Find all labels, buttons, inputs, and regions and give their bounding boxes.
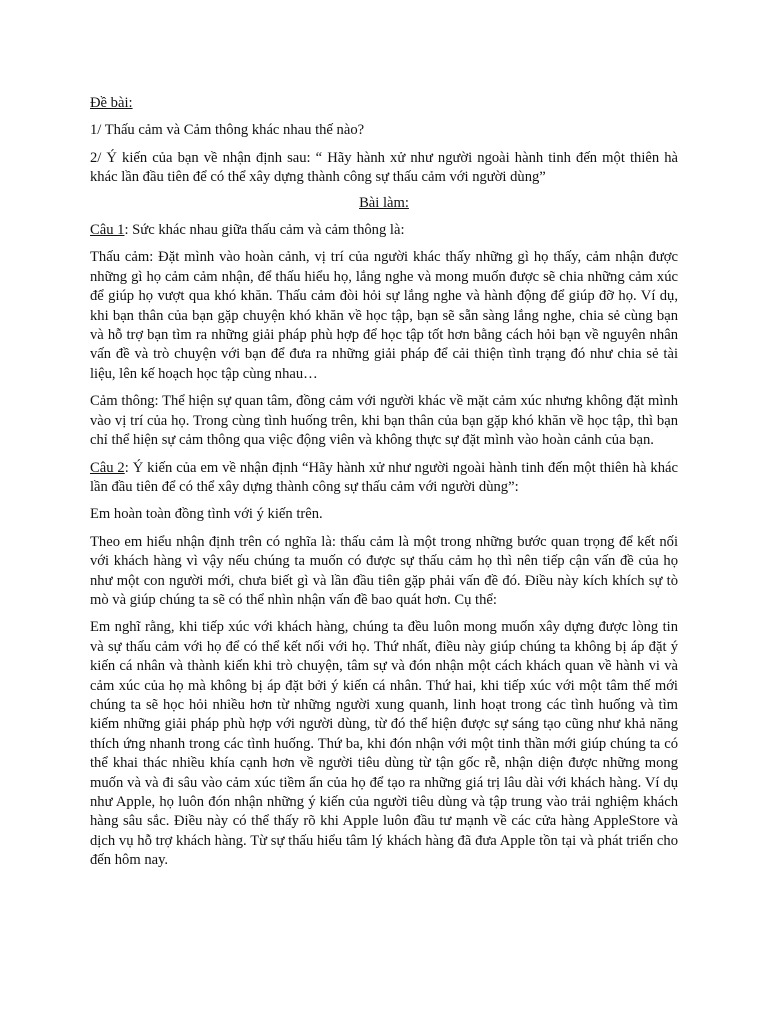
cau2-label: Câu 2 [90, 459, 125, 476]
agree-paragraph: Em hoàn toàn đồng tình với ý kiến trên. [90, 506, 323, 523]
cau2-intro [90, 459, 678, 498]
thau-cam-paragraph: Thấu cảm: Đặt mình vào hoàn cảnh, vị trí của người khác thấy những gì họ thấy, cảm nhận được những gì họ cảm cảm nhận, để thấu hiểu họ, lắng nghe và mong muốn được sẽ chia những cảm xúc để giúp họ vượt qua khó khăn. Thấu cảm đòi hỏi sự lắng nghe và hành động để giúp đỡ họ. Ví dụ, khi bạn thân của bạn gặp chuyện khó khăn về học tập, bạn sẽ sẵn sàng lắng nghe, chia sẻ cùng bạn và hỗ trợ bạn tìm ra những giải pháp phù hợp để học tập tốt hơn bằng cách hỏi bạn về nguyên nhân vấn đề và trò chuyện với bạn để đưa ra những giải pháp để cải thiện tình trạng đó như chia sẻ tài liệu, lên kế hoạch học tập cùng nhau… [90, 249, 678, 382]
cau1-intro [90, 221, 678, 240]
detail-paragraph: Em nghĩ rằng, khi tiếp xúc với khách hàng, chúng ta đều luôn mong muốn xây dựng được lòng tin và sự thấu cảm với họ để có thể kết nối với họ. Thứ nhất, điều này giúp chúng ta không bị áp đặt ý kiến cá nhân và thành kiến khi trò chuyện, tâm sự và đón nhận một cách khách quan về hành vi và cảm xúc của họ mà không bị áp đặt bởi ý kiến cá nhân. Thứ hai, khi tiếp xúc với một tâm thế mới chúng ta sẽ học hỏi nhiều hơn từ những người xung quanh, linh hoạt trong các tình huống và tìm kiếm những giải pháp phù hợp với người dùng, từ đó thể hiện được sự sáng tạo cũng như khả năng thích ứng nhanh trong các tình huống. Thứ ba, khi đón nhận với một tinh thần mới giúp chúng ta có thể khai thác nhiều khía cạnh hơn về người tiêu dùng từ tận gốc rễ, nhận diện được những mong muốn và và đi sâu vào cảm xúc tiềm ẩn của họ để tạo ra những giá trị lâu dài với khách hàng. Ví dụ như Apple, họ luôn đón nhận những ý kiến của người tiêu dùng và tập trung vào trải nghiệm khách hàng sâu sắc. Điều này có thể thấy rõ khi Apple luôn đầu tư mạnh về các cửa hàng AppleStore và dịch vụ hỗ trợ khách hàng. Từ sự thấu hiểu tâm lý khách hàng đã đưa Apple tồn tại và phát triển cho đến hôm nay. [90, 619, 678, 869]
meaning-paragraph: Theo em hiểu nhận định trên có nghĩa là: thấu cảm là một trong những bước quan trọng để kết nối với khách hàng vì vậy nếu chúng ta muốn có được sự thấu cảm họ thì nên tiếp cận vấn đề của họ như một con người mới, chưa biết gì và lần đầu tiên gặp phải vấn đề đó. Điều này kích khích sự tò mò và giúp chúng ta sẽ có thể nhìn nhận vấn đề bao quát hơn. Cụ thể: [90, 533, 678, 608]
question-1: 1/ Thấu cảm và Cảm thông khác nhau thế nào? [90, 122, 365, 139]
assignment-heading-text: Đề bài: [90, 95, 133, 111]
question-2: 2/ Ý kiến của bạn về nhận định sau: “ Hãy hành xử như người ngoài hành tinh đến một thiên hà khác lần đầu tiên để có thể xây dựng thành công sự thấu cảm với người dùng” [90, 149, 678, 186]
answer-title: Bài làm: [359, 194, 409, 211]
assignment-heading [90, 94, 678, 113]
cam-thong-paragraph: Cảm thông: Thể hiện sự quan tâm, đồng cảm với người khác về mặt cảm xúc nhưng không đặt mình vào vị trí của họ. Trong cùng tình huống trên, khi bạn thân của bạn gặp khó khăn về học tập, thì bạn chỉ thể hiện sự cảm thông qua việc động viên và không thực sự đặt mình vào hoàn cảnh của bạn. [90, 393, 678, 449]
cau2-text: : Ý kiến của em về nhận định “Hãy hành xử như người ngoài hành tinh đến một thiên hà khác lần đầu tiên để có thể xây dựng thành công sự thấu cảm với người dùng”: [90, 459, 678, 495]
cau1-text: : Sức khác nhau giữa thấu cảm và cảm thông là: [124, 222, 405, 239]
cau1-label: Câu 1 [90, 222, 125, 239]
